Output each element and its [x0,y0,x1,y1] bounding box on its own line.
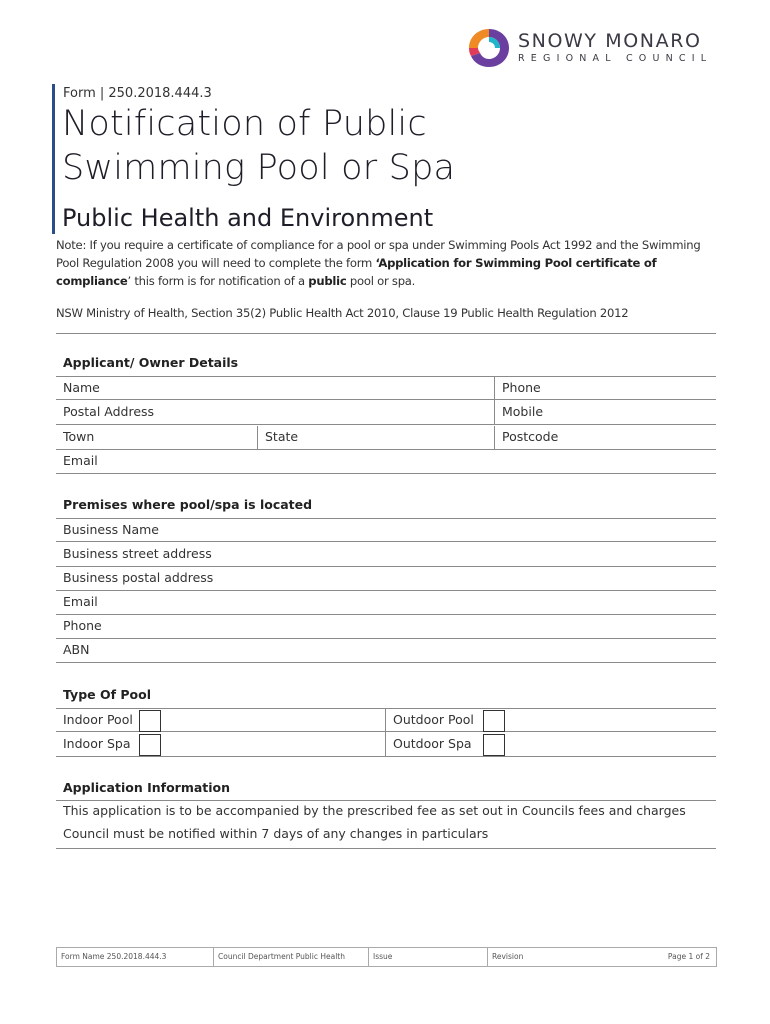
footer-form-name: Form Name 250.2018.444.3 [61,952,167,961]
name-field[interactable] [56,377,494,401]
outdoor-spa-cell [386,733,716,757]
applicant-row-email [56,450,716,474]
divider [56,800,716,801]
note-bold-public: public [308,274,347,288]
business-email-label: Email [63,594,98,609]
mobile-field[interactable] [495,401,716,425]
title-line-2: Swimming Pool or Spa [62,148,456,188]
applicant-email-label: Email [63,453,98,468]
outdoor-spa-checkbox[interactable] [483,734,505,756]
pool-type-row [56,733,716,757]
postal-address-field[interactable] [56,401,494,425]
town-label: Town [63,429,95,444]
note-bold-form-name: ‘Application for Swimming Pool certificate of compliance [56,256,657,288]
premises-row [56,543,716,567]
business-name-field[interactable] [56,519,716,543]
premises-row [56,615,716,639]
footer-department: Council Department Public Health [218,952,345,961]
state-field[interactable] [258,426,494,450]
premises-section-title: Premises where pool/spa is located [63,497,313,512]
business-postal-address-label: Business postal address [63,570,214,585]
postcode-label: Postcode [502,429,559,444]
outdoor-pool-checkbox[interactable] [483,710,505,732]
outdoor-pool-label: Outdoor Pool [393,712,474,727]
outdoor-pool-cell [386,709,716,733]
business-postal-address-field[interactable] [56,567,716,591]
legislation-reference: NSW Ministry of Health, Section 35(2) Public Health Act 2010, Clause 19 Public Health Regulation 2012 [56,306,629,320]
application-section-title: Application Information [63,780,231,795]
indoor-spa-checkbox[interactable] [139,734,161,756]
town-field[interactable] [56,426,257,450]
logo-name: SNOWY MONARO [518,30,702,52]
pool-type-row [56,708,716,732]
indoor-spa-label: Indoor Spa [63,736,131,751]
council-logo [466,26,716,70]
phone-field[interactable] [495,377,716,401]
indoor-pool-label: Indoor Pool [63,712,133,727]
page-footer [56,947,717,967]
name-label: Name [63,380,100,395]
divider [56,848,716,849]
premises-row [56,639,716,663]
applicant-section-title: Applicant/ Owner Details [63,355,239,370]
business-phone-label: Phone [63,618,102,633]
form-id: Form | 250.2018.444.3 [63,86,212,101]
divider [56,333,716,334]
business-street-address-field[interactable] [56,543,716,567]
outdoor-spa-label: Outdoor Spa [393,736,472,751]
applicant-row-town [56,426,716,450]
application-info-notice: Council must be notified within 7 days of any changes in particulars [63,826,489,841]
business-email-field[interactable] [56,591,716,615]
note-text-1: Note: If you require a certificate of compliance for a pool or spa under Swimming Pools Act 1992 and the Swimming Pool Regulation 2008 you will need to complete the form [56,238,701,270]
compliance-note [56,236,716,290]
page-title [62,102,455,190]
postal-address-label: Postal Address [63,404,155,419]
premises-row [56,567,716,591]
applicant-email-field[interactable] [56,450,716,474]
applicant-row-name [56,376,716,400]
applicant-row-postal [56,401,716,425]
abn-field[interactable] [56,639,716,663]
business-street-address-label: Business street address [63,546,212,561]
council-emblem-icon [466,26,512,70]
logo-subtitle: REGIONAL COUNCIL [518,53,713,64]
title-line-1: Notification of Public [62,104,427,144]
footer-page-number: Page 1 of 2 [667,952,710,961]
note-text-3: pool or spa. [346,274,416,288]
indoor-spa-cell [56,733,385,757]
pool-type-section-title: Type Of Pool [63,687,152,702]
premises-row [56,591,716,615]
note-text-2: ’ this form is for notification of a [127,274,309,288]
application-info-fee: This application is to be accompanied by the prescribed fee as set out in Councils fees and charges [63,803,686,818]
phone-label: Phone [502,380,541,395]
indoor-pool-checkbox[interactable] [139,710,161,732]
premises-row [56,518,716,542]
accent-bar [52,84,55,234]
indoor-pool-cell [56,709,385,733]
page-subtitle: Public Health and Environment [62,204,434,232]
state-label: State [265,429,299,444]
postcode-field[interactable] [495,426,716,450]
footer-revision: Revision [492,952,524,961]
abn-label: ABN [63,642,90,657]
business-phone-field[interactable] [56,615,716,639]
footer-issue: Issue [373,952,393,961]
mobile-label: Mobile [502,404,544,419]
business-name-label: Business Name [63,522,159,537]
